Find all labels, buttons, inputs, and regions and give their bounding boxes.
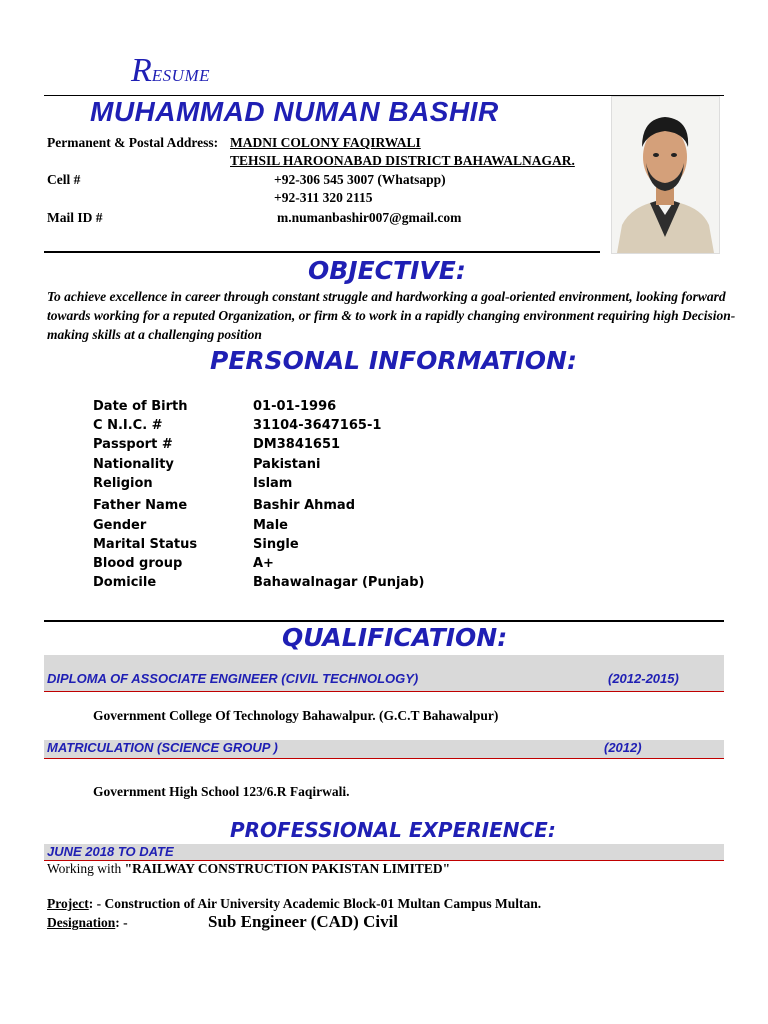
qualification-institute-matric: Government High School 123/6.R Faqirwali. (93, 784, 350, 799)
project-line (47, 896, 541, 912)
pi-value: Bashir Ahmad (253, 498, 356, 513)
designation-label: Designation (47, 915, 116, 930)
designation-text: Sub Engineer (CAD) Civil (208, 912, 399, 931)
pi-value: Male (253, 518, 288, 533)
objective-heading: OBJECTIVE: (308, 256, 466, 285)
company-name: "RAILWAY CONSTRUCTION PAKISTAN LIMITED" (124, 861, 451, 876)
objective-text: To achieve excellence in career through constant struggle and hardworking a goal-oriented environment, looking forward towards working for a reputed Organization, or firm & to work in a rapidly changing environment requiring high Decision-making skills at a challenging position (47, 289, 736, 342)
cell-number-2: +92-311 320 2115 (274, 190, 373, 205)
personal-info-heading: PERSONAL INFORMATION: (210, 346, 577, 375)
pi-label: Gender (93, 518, 147, 533)
designation-sep: : - (115, 915, 128, 930)
pi-value: A+ (253, 556, 274, 571)
address-line-1: MADNI COLONY FAQIRWALI (230, 135, 421, 150)
experience-heading: PROFESSIONAL EXPERIENCE: (230, 818, 556, 842)
qualification-title-matric: MATRICULATION (SCIENCE GROUP ) (47, 740, 278, 755)
profile-photo (611, 96, 720, 254)
project-label: Project (47, 896, 89, 911)
resume-title: RESUME (131, 52, 210, 89)
address-label: Permanent & Postal Address: (47, 135, 219, 150)
pi-label: Blood group (93, 556, 183, 571)
pi-value: Islam (253, 476, 293, 491)
pi-label: Marital Status (93, 537, 198, 552)
pi-label: Father Name (93, 498, 188, 513)
cell-number-1: +92-306 545 3007 (Whatsapp) (274, 172, 446, 187)
project-sep: : - (88, 896, 105, 911)
qualification-title-diploma: DIPLOMA OF ASSOCIATE ENGINEER (CIVIL TECHNOLOGY) (47, 671, 419, 686)
designation-line (47, 915, 128, 931)
experience-working-line (47, 861, 450, 877)
working-prefix: Working with (47, 861, 125, 876)
person-icon (612, 97, 719, 253)
pi-label: Nationality (93, 457, 174, 472)
pi-value: Pakistani (253, 457, 321, 472)
pi-value: 01-01-1996 (253, 399, 337, 414)
mail-label: Mail ID # (47, 210, 103, 225)
qualification-years-diploma: (2012-2015) (608, 671, 679, 686)
qualification-years-matric: (2012) (604, 740, 642, 755)
qualification-heading: QUALIFICATION: (282, 623, 508, 652)
mail-address: m.numanbashir007@gmail.com (277, 210, 462, 225)
candidate-name: MUHAMMAD NUMAN BASHIR (90, 96, 499, 127)
pi-value: Single (253, 537, 299, 552)
pi-value: DM3841651 (253, 437, 341, 452)
pi-label: Domicile (93, 575, 157, 590)
pi-label: Date of Birth (93, 399, 188, 414)
project-text: Construction of Air University Academic Block-01 Multan Campus Multan. (104, 896, 542, 911)
contact-rule (44, 251, 600, 253)
pi-label: Passport # (93, 437, 173, 452)
address-line-2: TEHSIL HAROONABAD DISTRICT BAHAWALNAGAR. (230, 153, 575, 168)
qualification-institute-diploma: Government College Of Technology Bahawalpur. (G.C.T Bahawalpur) (93, 708, 499, 723)
pi-value: 31104-3647165-1 (253, 418, 382, 433)
experience-period: JUNE 2018 TO DATE (47, 844, 174, 859)
pi-label: C N.I.C. # (93, 418, 163, 433)
pi-value: Bahawalnagar (Punjab) (253, 575, 425, 590)
personal-rule (44, 620, 724, 622)
cell-label: Cell # (47, 172, 81, 187)
pi-label: Religion (93, 476, 153, 491)
